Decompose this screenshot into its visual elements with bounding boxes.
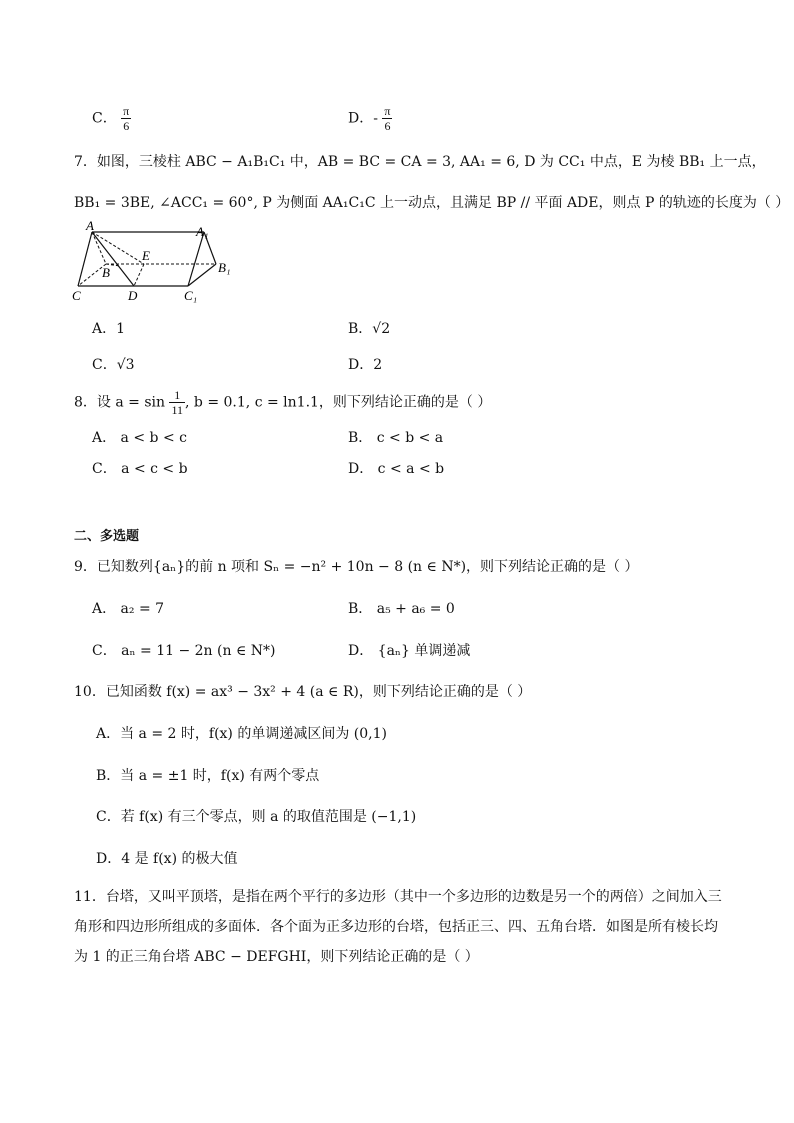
edge-AC xyxy=(78,232,92,286)
q7-stem-line2: BB₁ = 3BE, ∠ACC₁ = 60°, P 为侧面 AA₁C₁C 上一动点，且满足 BP // 平面 ADE，则点 P 的轨迹的长度为（ ） xyxy=(74,195,790,211)
q11-stem-line2: 角形和四边形所组成的多面体．各个面为正多边形的台塔，包括正三、四、五角台塔．如图是所有棱长均 xyxy=(74,919,718,935)
label-D: D xyxy=(128,288,138,303)
q7-prism-figure xyxy=(66,220,238,306)
q9-option-a: A． a₂ = 7 xyxy=(92,601,165,617)
label-C1: C₁ xyxy=(184,288,198,303)
q10-option-d: D．4 是 f(x) 的极大值 xyxy=(96,851,238,867)
q10-option-c: C．若 f(x) 有三个零点，则 a 的取值范围是 (−1,1) xyxy=(96,809,417,825)
q11-stem-line1: 11．台塔，又叫平顶塔，是指在两个平行的多边形（其中一个多边形的边数是另一个的两倍）之间加入三 xyxy=(74,889,722,905)
q7-stem-line1: 7．如图，三棱柱 ABC − A₁B₁C₁ 中，AB = BC = CA = 3, AA₁ = 6, D 为 CC₁ 中点，E 为棱 BB₁ 上一点， xyxy=(74,154,766,170)
q9-option-c: C． aₙ = 11 − 2n (n ∈ N*) xyxy=(92,643,276,659)
q10-stem: 10．已知函数 f(x) = ax³ − 3x² + 4 (a ∈ R)，则下列结论正确的是（ ） xyxy=(74,684,532,700)
q8-option-b: B． c < b < a xyxy=(348,430,444,446)
edge-AD xyxy=(92,232,134,286)
label-A: A xyxy=(86,220,94,233)
q8-option-d: D． c < a < b xyxy=(348,461,445,477)
edge-A1C1 xyxy=(188,232,204,286)
label-E: E xyxy=(142,248,150,263)
q6-option-c-fraction: $\frac{\pi}{6}$ xyxy=(123,104,130,133)
q10-option-a: A．当 a = 2 时，f(x) 的单调递减区间为 (0,1) xyxy=(96,726,387,742)
q8-option-a: A． a < b < c xyxy=(92,430,187,446)
label-B: B xyxy=(102,265,110,280)
edge-B1C1 xyxy=(188,264,216,286)
q9-stem: 9．已知数列{aₙ}的前 n 项和 Sₙ = −n² + 10n − 8 (n ∈ N*)，则下列结论正确的是（ ） xyxy=(74,559,639,575)
q6-option-c: C． $\frac{\pi}{6}$ xyxy=(92,104,130,133)
q9-option-d: D． {aₙ} 单调递减 xyxy=(348,643,471,659)
label-C: C xyxy=(72,288,81,303)
q6-option-d: D．- $\frac{\pi}{6}$ xyxy=(348,104,391,133)
edge-AE xyxy=(92,232,144,264)
q7-option-a: A．1 xyxy=(92,321,126,337)
q7-option-d: D．2 xyxy=(348,357,383,373)
q11-stem-line3: 为 1 的正三角台塔 ABC − DEFGHI，则下列结论正确的是（ ） xyxy=(74,949,479,965)
edge-DE xyxy=(134,264,144,286)
q9-option-b: B． a₅ + a₆ = 0 xyxy=(348,601,455,617)
q8-stem: 8．设 a = sin $\frac{1}{11}$ , b = 0.1, c = ln1.1，则下列结论正确的是（ ） xyxy=(74,388,492,417)
q10-option-b: B．当 a = ±1 时，f(x) 有两个零点 xyxy=(96,768,320,784)
q7-option-c: C．√3 xyxy=(92,357,135,373)
q7-option-b: B．√2 xyxy=(348,321,391,337)
q6-option-d-fraction: $\frac{\pi}{6}$ xyxy=(384,104,391,133)
q8-option-c: C． a < c < b xyxy=(92,461,188,477)
q8-fraction: $\frac{1}{11}$ xyxy=(171,388,184,417)
section-title-multiple-choice: 二、多选题 xyxy=(74,529,140,544)
label-A1: A₁ xyxy=(196,224,209,239)
label-B1: B₁ xyxy=(218,260,231,275)
